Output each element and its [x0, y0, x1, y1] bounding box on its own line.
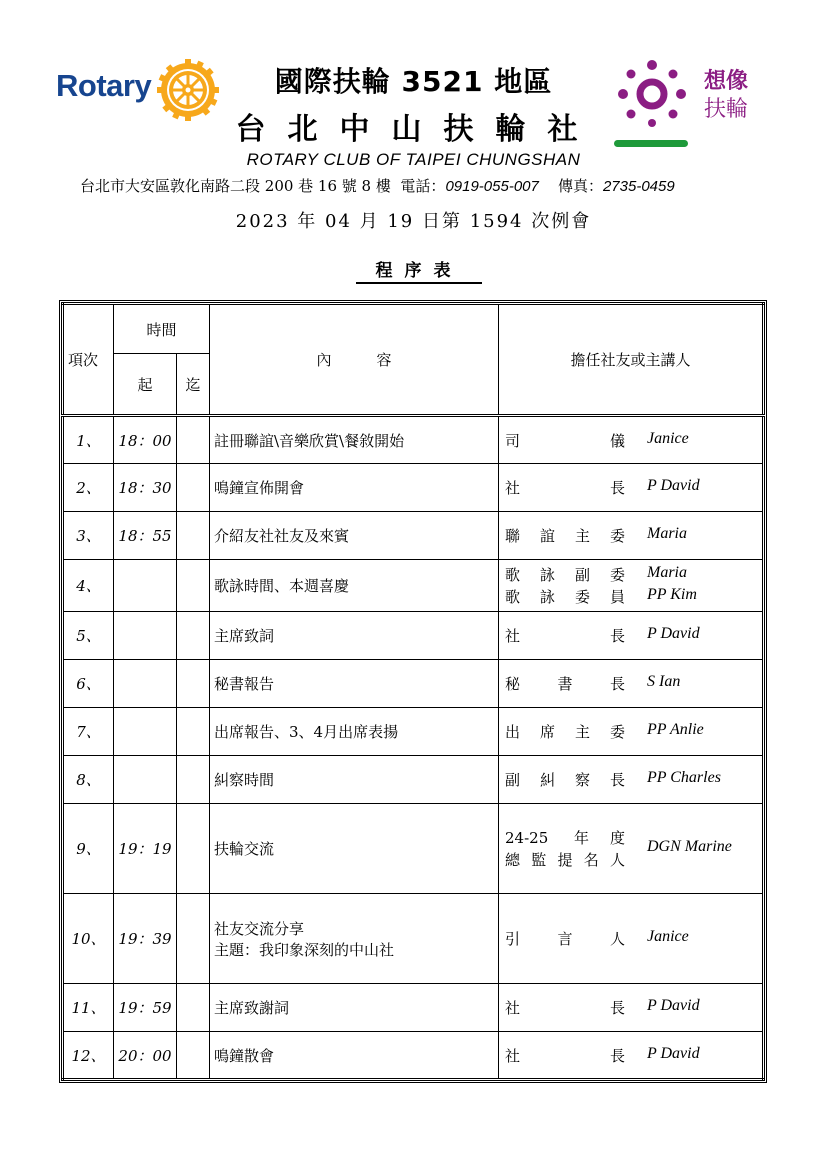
club-english-name: ROTARY CLUB OF TAIPEI CHUNGSHAN — [246, 150, 581, 169]
person-name: PP Anlie — [647, 721, 704, 738]
row-start-time: 19：39 — [114, 894, 177, 984]
row-index: 1、 — [63, 416, 114, 464]
row-person — [499, 464, 764, 512]
person-name: P David — [647, 997, 700, 1014]
fax-number: 2735-0459 — [602, 178, 675, 195]
row-start-time — [114, 708, 177, 756]
club-name: 台北中山扶輪社 — [235, 112, 600, 147]
row-person — [499, 756, 764, 804]
phone-label: 電話： — [400, 177, 446, 195]
row-end-time — [177, 804, 210, 894]
row-end-time — [177, 660, 210, 708]
row-content — [210, 560, 499, 612]
row-start-time: 19：59 — [114, 984, 177, 1032]
row-person — [499, 512, 764, 560]
content-line: 糾察時間 — [214, 771, 275, 789]
table-row — [63, 612, 764, 660]
row-index: 12、 — [63, 1032, 114, 1080]
table-row — [63, 984, 764, 1032]
row-person — [499, 984, 764, 1032]
person-role: 歌詠副委 — [505, 566, 625, 584]
program-title: 程序表 — [356, 256, 482, 284]
schedule-table — [61, 302, 765, 1081]
row-person — [499, 804, 764, 894]
row-start-time — [114, 756, 177, 804]
imagine-text-line1: 想像 — [704, 69, 749, 94]
content-line: 鳴鐘散會 — [214, 1046, 275, 1065]
person-name: PP Charles — [647, 769, 721, 786]
table-row — [63, 416, 764, 464]
row-start-time: 18：55 — [114, 512, 177, 560]
row-content — [210, 894, 499, 984]
person-role: 社長 — [505, 627, 625, 645]
person-name: Maria — [647, 525, 687, 542]
row-start-time — [114, 612, 177, 660]
row-index: 11、 — [63, 984, 114, 1032]
person-name: P David — [647, 1045, 700, 1062]
row-content — [210, 512, 499, 560]
row-end-time — [177, 416, 210, 464]
row-end-time — [177, 1032, 210, 1080]
row-content — [210, 464, 499, 512]
rotary-wordmark: Rotary — [56, 68, 152, 103]
header-start: 起 — [114, 354, 177, 416]
table-row — [63, 708, 764, 756]
row-end-time — [177, 464, 210, 512]
row-content — [210, 708, 499, 756]
person-role: 社長 — [505, 999, 625, 1017]
row-person — [499, 660, 764, 708]
row-content — [210, 756, 499, 804]
person-role: 秘書長 — [505, 675, 625, 693]
row-start-time: 18：30 — [114, 464, 177, 512]
person-role: 24-25 年度 — [505, 829, 625, 847]
schedule-body — [63, 416, 764, 1080]
person-name: DGN Marine — [647, 838, 732, 855]
fax-label: 傳真： — [557, 177, 603, 195]
row-content — [210, 416, 499, 464]
imagine-text-line2: 扶輪 — [704, 97, 749, 122]
row-person — [499, 1032, 764, 1080]
content-line: 社友交流分享 — [214, 919, 305, 938]
row-person — [499, 708, 764, 756]
row-content — [210, 1032, 499, 1080]
row-end-time — [177, 560, 210, 612]
header-person: 擔任社友或主講人 — [499, 304, 764, 416]
content-line: 扶輪交流 — [214, 840, 275, 858]
row-index: 3、 — [63, 512, 114, 560]
table-row — [63, 894, 764, 984]
header-end: 迄 — [177, 354, 210, 416]
person-name: P David — [647, 477, 700, 494]
district-title: 國際扶輪 3521 地區 — [274, 65, 553, 98]
row-end-time — [177, 708, 210, 756]
row-index: 4、 — [63, 560, 114, 612]
content-line: 歌詠時間、本週喜慶 — [214, 577, 350, 595]
person-role: 社長 — [505, 479, 625, 497]
row-content — [210, 660, 499, 708]
person-name: P David — [647, 625, 700, 642]
person-role: 歌詠委員 — [505, 588, 625, 606]
row-index: 6、 — [63, 660, 114, 708]
content-line: 鳴鐘宣佈開會 — [214, 479, 305, 497]
table-row — [63, 512, 764, 560]
club-address: 台北市大安區敦化南路二段 200 巷 16 號 8 樓 — [80, 177, 391, 195]
table-row — [63, 756, 764, 804]
content-line: 主題：我印象深刻的中山社 — [214, 940, 395, 959]
row-person — [499, 894, 764, 984]
phone-number: 0919-055-007 — [445, 178, 539, 195]
person-name: Maria — [647, 564, 687, 581]
person-role: 出席主委 — [505, 723, 625, 741]
person-name: S Ian — [647, 673, 681, 690]
table-row — [63, 660, 764, 708]
row-person — [499, 560, 764, 612]
row-person — [499, 416, 764, 464]
content-line: 出席報告、3、4月出席表揚 — [214, 723, 399, 741]
row-content — [210, 984, 499, 1032]
row-end-time — [177, 894, 210, 984]
row-start-time: 18：00 — [114, 416, 177, 464]
person-name: PP Kim — [647, 586, 697, 603]
table-row — [63, 464, 764, 512]
row-start-time — [114, 560, 177, 612]
table-row — [63, 1032, 764, 1080]
content-line: 主席致謝詞 — [214, 999, 290, 1017]
row-content — [210, 804, 499, 894]
row-index: 2、 — [63, 464, 114, 512]
row-end-time — [177, 984, 210, 1032]
content-line: 秘書報告 — [214, 675, 275, 693]
club-contact-line — [80, 175, 675, 196]
person-role: 社長 — [505, 1047, 625, 1065]
row-index: 7、 — [63, 708, 114, 756]
row-index: 10、 — [63, 894, 114, 984]
header-content: 內 容 — [210, 304, 499, 416]
row-start-time: 19：19 — [114, 804, 177, 894]
row-index: 5、 — [63, 612, 114, 660]
row-index: 9、 — [63, 804, 114, 894]
content-line: 註冊聯誼\音樂欣賞\餐敘開始 — [214, 431, 405, 450]
row-person — [499, 612, 764, 660]
row-content — [210, 612, 499, 660]
row-index: 8、 — [63, 756, 114, 804]
person-name: Janice — [647, 430, 689, 447]
row-start-time: 20：00 — [114, 1032, 177, 1080]
row-end-time — [177, 512, 210, 560]
header-index: 項次 — [63, 304, 114, 416]
header-time: 時間 — [114, 304, 210, 354]
content-line: 介紹友社社友及來賓 — [214, 527, 350, 545]
person-role: 聯誼主委 — [505, 527, 625, 545]
meeting-info: 2023 年 04 月 19 日第 1594 次例會 — [235, 211, 592, 232]
person-role: 司儀 — [505, 432, 625, 450]
person-role: 引言人 — [505, 930, 625, 948]
row-end-time — [177, 756, 210, 804]
row-end-time — [177, 612, 210, 660]
table-row — [63, 804, 764, 894]
person-role: 總監提名人 — [505, 851, 625, 869]
person-role: 副糾察長 — [505, 771, 625, 789]
row-start-time — [114, 660, 177, 708]
table-row — [63, 560, 764, 612]
person-name: Janice — [647, 928, 689, 945]
content-line: 主席致詞 — [214, 627, 275, 645]
